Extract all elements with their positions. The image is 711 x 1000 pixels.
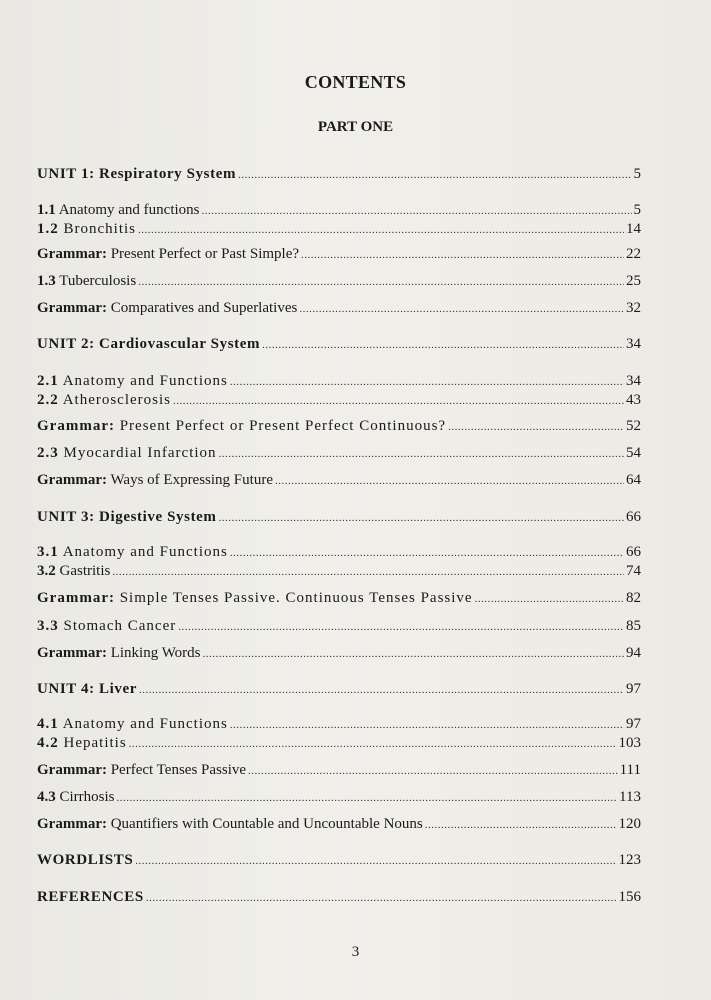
toc-label: WORDLISTS xyxy=(37,852,134,868)
toc-label: Atherosclerosis xyxy=(62,392,171,408)
toc-entry-4-3[interactable] xyxy=(37,787,641,807)
toc-num: 3.2 xyxy=(37,563,56,579)
toc-num: Grammar: xyxy=(37,816,107,832)
toc-num: Grammar: xyxy=(37,418,115,434)
toc-entry-grammar-3[interactable] xyxy=(37,416,641,436)
leader-dots xyxy=(135,851,616,871)
toc-page: 66 xyxy=(626,509,641,525)
leader-dots xyxy=(129,734,617,754)
toc-entry-3-2[interactable] xyxy=(37,561,641,581)
toc-entry-unit-3[interactable] xyxy=(37,507,641,527)
toc-label: Linking Words xyxy=(110,645,201,661)
toc-num: 2.3 xyxy=(37,445,59,461)
toc-label: Stomach Cancer xyxy=(63,618,177,634)
toc-entry-3-1[interactable] xyxy=(37,542,641,562)
leader-dots xyxy=(112,562,624,582)
toc-entry-grammar-8[interactable] xyxy=(37,814,641,834)
toc-page: 82 xyxy=(626,590,641,606)
toc-num: Grammar: xyxy=(37,300,107,316)
toc-entry-unit-4[interactable] xyxy=(37,679,641,699)
toc-page: 25 xyxy=(626,273,641,289)
leader-dots xyxy=(117,788,618,808)
toc-label: Ways of Expressing Future xyxy=(110,472,273,488)
leader-dots xyxy=(219,444,624,464)
toc-page: 64 xyxy=(626,472,641,488)
toc-entry-2-2[interactable] xyxy=(37,390,641,410)
leader-dots xyxy=(248,761,618,781)
toc-label: UNIT 2: Cardiovascular System xyxy=(37,336,261,352)
toc-num: 4.3 xyxy=(37,789,56,805)
toc-page: 111 xyxy=(619,762,641,778)
toc-entry-grammar-1[interactable] xyxy=(37,244,641,264)
leader-dots xyxy=(275,471,624,491)
toc-label: REFERENCES xyxy=(37,889,144,905)
toc-label: Hepatitis xyxy=(63,735,127,751)
toc-num: 1.1 xyxy=(37,202,56,218)
toc-entry-3-3[interactable] xyxy=(37,616,641,636)
toc-entry-references[interactable] xyxy=(37,887,641,907)
toc-label: Anatomy and functions xyxy=(58,202,200,218)
toc-num: 3.1 xyxy=(37,544,59,560)
leader-dots xyxy=(475,589,624,609)
toc-page: 32 xyxy=(626,300,641,316)
toc-page: 22 xyxy=(626,246,641,262)
toc-num: 1.3 xyxy=(37,273,56,289)
leader-dots xyxy=(138,220,624,240)
leader-dots xyxy=(202,201,632,221)
toc-label: Anatomy and Functions xyxy=(62,544,228,560)
toc-label: UNIT 3: Digestive System xyxy=(37,509,217,525)
toc-num: 2.1 xyxy=(37,373,59,389)
leader-dots xyxy=(230,715,624,735)
part-heading: PART ONE xyxy=(317,119,394,135)
toc-label: Quantifiers with Countable and Uncountable Nouns xyxy=(110,816,423,832)
toc-label: Comparatives and Superlatives xyxy=(110,300,298,316)
toc-num: Grammar: xyxy=(37,762,107,778)
toc-num: Grammar: xyxy=(37,246,107,262)
toc-page: 97 xyxy=(626,716,641,732)
toc-label: Present Perfect or Present Perfect Continuous? xyxy=(119,418,447,434)
toc-page: 34 xyxy=(626,336,641,352)
toc-num: Grammar: xyxy=(37,472,107,488)
leader-dots xyxy=(301,245,624,265)
toc-entry-2-3[interactable] xyxy=(37,443,641,463)
toc-page: 43 xyxy=(626,392,641,408)
leader-dots xyxy=(173,391,624,411)
toc-num: 1.2 xyxy=(37,221,59,237)
leader-dots xyxy=(238,165,631,185)
toc-num: 2.2 xyxy=(37,392,59,408)
toc-entry-4-1[interactable] xyxy=(37,714,641,734)
leader-dots xyxy=(230,543,624,563)
page-title: CONTENTS xyxy=(304,72,407,92)
toc-page: 123 xyxy=(618,852,641,868)
toc-page: 113 xyxy=(619,789,641,805)
leader-dots xyxy=(219,508,624,528)
toc-label: Anatomy and Functions xyxy=(62,716,228,732)
toc-label: Gastritis xyxy=(59,563,111,579)
toc-label: Bronchitis xyxy=(63,221,136,237)
toc-page: 52 xyxy=(626,418,641,434)
leader-dots xyxy=(299,299,624,319)
toc-page: 97 xyxy=(626,681,641,697)
toc-label: UNIT 1: Respiratory System xyxy=(37,166,237,182)
toc-label: Tuberculosis xyxy=(59,273,137,289)
toc-label: UNIT 4: Liver xyxy=(37,681,138,697)
toc-num: 3.3 xyxy=(37,618,59,634)
toc-entry-4-2[interactable] xyxy=(37,733,641,753)
toc-entry-grammar-2[interactable] xyxy=(37,298,641,318)
toc-label: Cirrhosis xyxy=(59,789,115,805)
toc-num: Grammar: xyxy=(37,645,107,661)
toc-page: 5 xyxy=(633,166,641,182)
toc-page: 85 xyxy=(626,618,641,634)
toc-entry-unit-1[interactable] xyxy=(37,164,641,184)
toc-label: Anatomy and Functions xyxy=(62,373,228,389)
toc-entry-grammar-4[interactable] xyxy=(37,470,641,490)
toc-page: 156 xyxy=(618,889,641,905)
toc-entry-1-2[interactable] xyxy=(37,219,641,239)
leader-dots xyxy=(138,272,624,292)
toc-page: 5 xyxy=(633,202,641,218)
toc-page: 74 xyxy=(626,563,641,579)
leader-dots xyxy=(262,335,624,355)
toc-page: 120 xyxy=(618,816,641,832)
page-number: 3 xyxy=(351,944,360,960)
toc-label: Present Perfect or Past Simple? xyxy=(110,246,300,262)
leader-dots xyxy=(146,888,617,908)
leader-dots xyxy=(202,644,624,664)
leader-dots xyxy=(230,372,624,392)
toc-page: 34 xyxy=(626,373,641,389)
toc-page: 14 xyxy=(626,221,641,237)
toc-page: 94 xyxy=(626,645,641,661)
toc-entry-unit-2[interactable] xyxy=(37,334,641,354)
toc-page: 66 xyxy=(626,544,641,560)
toc-entry-grammar-6[interactable] xyxy=(37,643,641,663)
toc-entry-grammar-5[interactable] xyxy=(37,588,641,608)
toc-label: Myocardial Infarction xyxy=(63,445,217,461)
leader-dots xyxy=(448,417,624,437)
toc-entry-2-1[interactable] xyxy=(37,371,641,391)
toc-label: Simple Tenses Passive. Continuous Tenses Passive xyxy=(119,590,473,606)
toc-num: 4.2 xyxy=(37,735,59,751)
toc-num: 4.1 xyxy=(37,716,59,732)
toc-num: Grammar: xyxy=(37,590,115,606)
leader-dots xyxy=(178,617,624,637)
toc-entry-grammar-7[interactable] xyxy=(37,760,641,780)
toc-page: 103 xyxy=(618,735,641,751)
toc-entry-1-1[interactable] xyxy=(37,200,641,220)
toc-entry-wordlists[interactable] xyxy=(37,850,641,870)
toc-label: Perfect Tenses Passive xyxy=(110,762,247,778)
toc-entry-1-3[interactable] xyxy=(37,271,641,291)
toc-page: 54 xyxy=(626,445,641,461)
leader-dots xyxy=(425,815,617,835)
leader-dots xyxy=(139,680,624,700)
